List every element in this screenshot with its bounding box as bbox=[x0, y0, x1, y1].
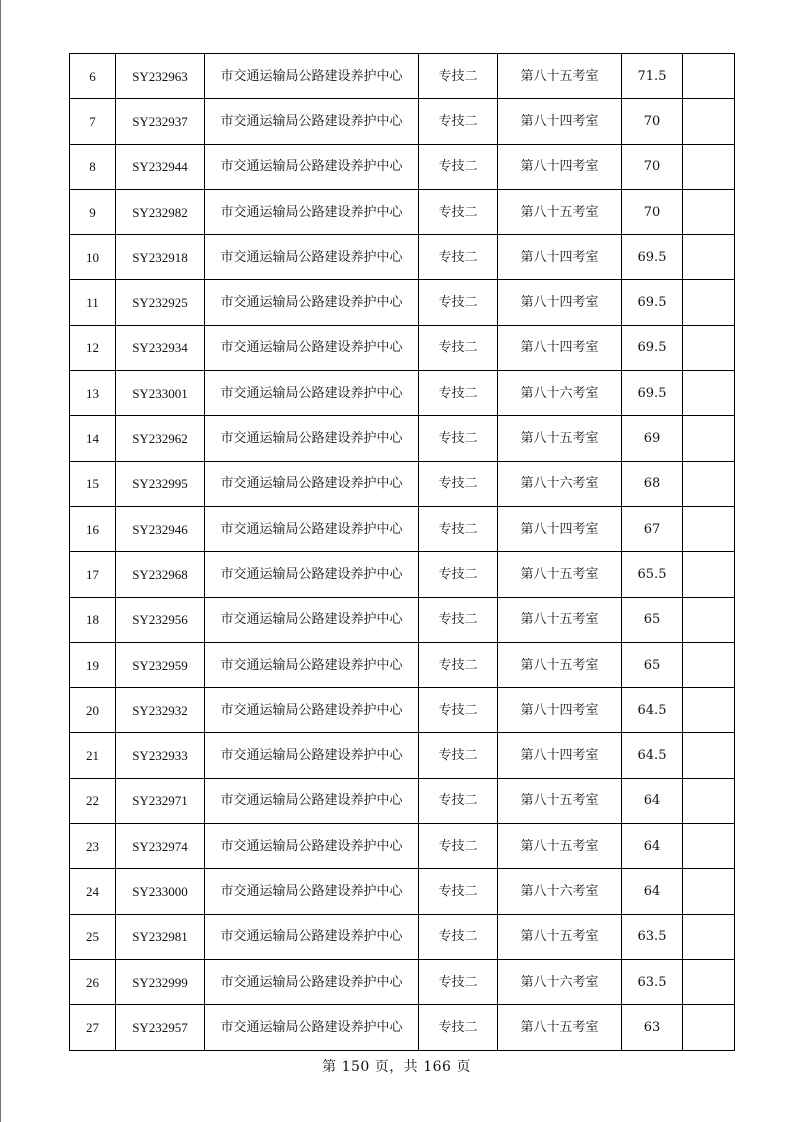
cell-position: 专技二 bbox=[419, 461, 498, 506]
cell-score: 63.5 bbox=[622, 914, 683, 959]
cell-position: 专技二 bbox=[419, 733, 498, 778]
table-row bbox=[70, 552, 735, 597]
cell-position: 专技二 bbox=[419, 99, 498, 144]
cell-position: 专技二 bbox=[419, 597, 498, 642]
cell-exam-room: 第八十五考室 bbox=[498, 824, 622, 869]
cell-remark bbox=[683, 325, 735, 370]
cell-candidate-id: SY232956 bbox=[116, 597, 205, 642]
cell-candidate-id: SY232982 bbox=[116, 189, 205, 234]
cell-unit: 市交通运输局公路建设养护中心 bbox=[205, 325, 419, 370]
cell-number: 13 bbox=[70, 371, 116, 416]
cell-candidate-id: SY232957 bbox=[116, 1005, 205, 1050]
cell-candidate-id: SY232962 bbox=[116, 416, 205, 461]
table-body bbox=[70, 54, 735, 1051]
cell-number: 24 bbox=[70, 869, 116, 914]
cell-candidate-id: SY232937 bbox=[116, 99, 205, 144]
cell-number: 21 bbox=[70, 733, 116, 778]
table-row bbox=[70, 824, 735, 869]
cell-remark bbox=[683, 144, 735, 189]
cell-exam-room: 第八十五考室 bbox=[498, 778, 622, 823]
cell-unit: 市交通运输局公路建设养护中心 bbox=[205, 144, 419, 189]
cell-candidate-id: SY232995 bbox=[116, 461, 205, 506]
cell-unit: 市交通运输局公路建设养护中心 bbox=[205, 597, 419, 642]
cell-remark bbox=[683, 959, 735, 1004]
cell-number: 20 bbox=[70, 688, 116, 733]
cell-number: 25 bbox=[70, 914, 116, 959]
cell-position: 专技二 bbox=[419, 235, 498, 280]
cell-exam-room: 第八十四考室 bbox=[498, 733, 622, 778]
cell-exam-room: 第八十六考室 bbox=[498, 461, 622, 506]
cell-unit: 市交通运输局公路建设养护中心 bbox=[205, 688, 419, 733]
cell-candidate-id: SY232981 bbox=[116, 914, 205, 959]
cell-position: 专技二 bbox=[419, 552, 498, 597]
cell-exam-room: 第八十五考室 bbox=[498, 914, 622, 959]
cell-exam-room: 第八十四考室 bbox=[498, 99, 622, 144]
cell-candidate-id: SY233000 bbox=[116, 869, 205, 914]
cell-score: 65.5 bbox=[622, 552, 683, 597]
cell-unit: 市交通运输局公路建设养护中心 bbox=[205, 371, 419, 416]
cell-remark bbox=[683, 597, 735, 642]
cell-score: 69 bbox=[622, 416, 683, 461]
cell-score: 69.5 bbox=[622, 325, 683, 370]
cell-position: 专技二 bbox=[419, 371, 498, 416]
table-row bbox=[70, 325, 735, 370]
cell-score: 71.5 bbox=[622, 54, 683, 99]
cell-candidate-id: SY232963 bbox=[116, 54, 205, 99]
cell-unit: 市交通运输局公路建设养护中心 bbox=[205, 280, 419, 325]
cell-position: 专技二 bbox=[419, 280, 498, 325]
cell-remark bbox=[683, 688, 735, 733]
cell-remark bbox=[683, 99, 735, 144]
cell-number: 18 bbox=[70, 597, 116, 642]
cell-remark bbox=[683, 461, 735, 506]
cell-position: 专技二 bbox=[419, 325, 498, 370]
cell-unit: 市交通运输局公路建设养护中心 bbox=[205, 506, 419, 551]
cell-position: 专技二 bbox=[419, 778, 498, 823]
cell-score: 68 bbox=[622, 461, 683, 506]
table-row bbox=[70, 144, 735, 189]
cell-position: 专技二 bbox=[419, 189, 498, 234]
cell-candidate-id: SY232946 bbox=[116, 506, 205, 551]
cell-candidate-id: SY232959 bbox=[116, 642, 205, 687]
cell-number: 9 bbox=[70, 189, 116, 234]
cell-exam-room: 第八十六考室 bbox=[498, 371, 622, 416]
cell-unit: 市交通运输局公路建设养护中心 bbox=[205, 552, 419, 597]
cell-candidate-id: SY232932 bbox=[116, 688, 205, 733]
cell-number: 10 bbox=[70, 235, 116, 280]
cell-exam-room: 第八十五考室 bbox=[498, 552, 622, 597]
table-row bbox=[70, 778, 735, 823]
table-row bbox=[70, 959, 735, 1004]
cell-unit: 市交通运输局公路建设养护中心 bbox=[205, 1005, 419, 1050]
cell-position: 专技二 bbox=[419, 144, 498, 189]
table-row bbox=[70, 733, 735, 778]
cell-exam-room: 第八十四考室 bbox=[498, 144, 622, 189]
cell-candidate-id: SY232971 bbox=[116, 778, 205, 823]
cell-candidate-id: SY232925 bbox=[116, 280, 205, 325]
cell-candidate-id: SY232934 bbox=[116, 325, 205, 370]
cell-unit: 市交通运输局公路建设养护中心 bbox=[205, 778, 419, 823]
cell-exam-room: 第八十五考室 bbox=[498, 189, 622, 234]
cell-score: 69.5 bbox=[622, 280, 683, 325]
cell-candidate-id: SY232918 bbox=[116, 235, 205, 280]
cell-unit: 市交通运输局公路建设养护中心 bbox=[205, 869, 419, 914]
cell-remark bbox=[683, 54, 735, 99]
cell-candidate-id: SY232933 bbox=[116, 733, 205, 778]
cell-remark bbox=[683, 733, 735, 778]
cell-position: 专技二 bbox=[419, 506, 498, 551]
cell-number: 23 bbox=[70, 824, 116, 869]
cell-number: 26 bbox=[70, 959, 116, 1004]
cell-number: 12 bbox=[70, 325, 116, 370]
cell-position: 专技二 bbox=[419, 688, 498, 733]
cell-score: 65 bbox=[622, 642, 683, 687]
cell-unit: 市交通运输局公路建设养护中心 bbox=[205, 461, 419, 506]
cell-score: 70 bbox=[622, 99, 683, 144]
cell-exam-room: 第八十五考室 bbox=[498, 642, 622, 687]
table-row bbox=[70, 1005, 735, 1050]
table-row bbox=[70, 506, 735, 551]
cell-remark bbox=[683, 235, 735, 280]
cell-number: 22 bbox=[70, 778, 116, 823]
cell-unit: 市交通运输局公路建设养护中心 bbox=[205, 959, 419, 1004]
cell-score: 70 bbox=[622, 189, 683, 234]
table-row bbox=[70, 371, 735, 416]
cell-remark bbox=[683, 280, 735, 325]
table-row bbox=[70, 416, 735, 461]
cell-remark bbox=[683, 506, 735, 551]
table-row bbox=[70, 869, 735, 914]
cell-exam-room: 第八十四考室 bbox=[498, 506, 622, 551]
cell-number: 7 bbox=[70, 99, 116, 144]
cell-exam-room: 第八十五考室 bbox=[498, 1005, 622, 1050]
cell-number: 6 bbox=[70, 54, 116, 99]
cell-candidate-id: SY232944 bbox=[116, 144, 205, 189]
cell-score: 64.5 bbox=[622, 733, 683, 778]
cell-remark bbox=[683, 1005, 735, 1050]
cell-number: 16 bbox=[70, 506, 116, 551]
cell-position: 专技二 bbox=[419, 642, 498, 687]
cell-remark bbox=[683, 189, 735, 234]
cell-position: 专技二 bbox=[419, 54, 498, 99]
cell-candidate-id: SY232974 bbox=[116, 824, 205, 869]
table-row bbox=[70, 642, 735, 687]
cell-exam-room: 第八十五考室 bbox=[498, 54, 622, 99]
cell-score: 67 bbox=[622, 506, 683, 551]
cell-position: 专技二 bbox=[419, 869, 498, 914]
table-row bbox=[70, 235, 735, 280]
cell-unit: 市交通运输局公路建设养护中心 bbox=[205, 416, 419, 461]
cell-unit: 市交通运输局公路建设养护中心 bbox=[205, 54, 419, 99]
cell-remark bbox=[683, 371, 735, 416]
cell-position: 专技二 bbox=[419, 416, 498, 461]
cell-remark bbox=[683, 552, 735, 597]
cell-remark bbox=[683, 642, 735, 687]
cell-unit: 市交通运输局公路建设养护中心 bbox=[205, 733, 419, 778]
cell-score: 65 bbox=[622, 597, 683, 642]
cell-remark bbox=[683, 778, 735, 823]
cell-score: 69.5 bbox=[622, 235, 683, 280]
cell-unit: 市交通运输局公路建设养护中心 bbox=[205, 824, 419, 869]
cell-remark bbox=[683, 416, 735, 461]
score-table bbox=[69, 53, 735, 1051]
table-row bbox=[70, 280, 735, 325]
cell-number: 27 bbox=[70, 1005, 116, 1050]
cell-exam-room: 第八十四考室 bbox=[498, 325, 622, 370]
cell-unit: 市交通运输局公路建设养护中心 bbox=[205, 914, 419, 959]
cell-score: 64 bbox=[622, 869, 683, 914]
cell-number: 15 bbox=[70, 461, 116, 506]
table-row bbox=[70, 461, 735, 506]
cell-unit: 市交通运输局公路建设养护中心 bbox=[205, 99, 419, 144]
cell-position: 专技二 bbox=[419, 914, 498, 959]
cell-number: 19 bbox=[70, 642, 116, 687]
page-footer: 第 150 页，共 166 页 bbox=[322, 1059, 471, 1075]
cell-score: 63 bbox=[622, 1005, 683, 1050]
cell-score: 64 bbox=[622, 824, 683, 869]
cell-candidate-id: SY232999 bbox=[116, 959, 205, 1004]
table-row bbox=[70, 99, 735, 144]
cell-remark bbox=[683, 914, 735, 959]
table-row bbox=[70, 189, 735, 234]
cell-score: 63.5 bbox=[622, 959, 683, 1004]
cell-unit: 市交通运输局公路建设养护中心 bbox=[205, 189, 419, 234]
cell-candidate-id: SY233001 bbox=[116, 371, 205, 416]
cell-exam-room: 第八十五考室 bbox=[498, 416, 622, 461]
cell-unit: 市交通运输局公路建设养护中心 bbox=[205, 235, 419, 280]
cell-score: 69.5 bbox=[622, 371, 683, 416]
cell-score: 64.5 bbox=[622, 688, 683, 733]
table-row bbox=[70, 688, 735, 733]
table-row bbox=[70, 914, 735, 959]
cell-position: 专技二 bbox=[419, 959, 498, 1004]
cell-remark bbox=[683, 869, 735, 914]
cell-number: 11 bbox=[70, 280, 116, 325]
cell-number: 8 bbox=[70, 144, 116, 189]
cell-score: 64 bbox=[622, 778, 683, 823]
cell-exam-room: 第八十六考室 bbox=[498, 869, 622, 914]
cell-exam-room: 第八十四考室 bbox=[498, 235, 622, 280]
table-row bbox=[70, 54, 735, 99]
cell-exam-room: 第八十五考室 bbox=[498, 597, 622, 642]
cell-position: 专技二 bbox=[419, 824, 498, 869]
cell-exam-room: 第八十四考室 bbox=[498, 280, 622, 325]
page-left-edge bbox=[0, 0, 1, 1122]
cell-exam-room: 第八十四考室 bbox=[498, 688, 622, 733]
cell-candidate-id: SY232968 bbox=[116, 552, 205, 597]
cell-unit: 市交通运输局公路建设养护中心 bbox=[205, 642, 419, 687]
cell-number: 14 bbox=[70, 416, 116, 461]
cell-position: 专技二 bbox=[419, 1005, 498, 1050]
cell-exam-room: 第八十六考室 bbox=[498, 959, 622, 1004]
table-row bbox=[70, 597, 735, 642]
cell-score: 70 bbox=[622, 144, 683, 189]
cell-remark bbox=[683, 824, 735, 869]
cell-number: 17 bbox=[70, 552, 116, 597]
